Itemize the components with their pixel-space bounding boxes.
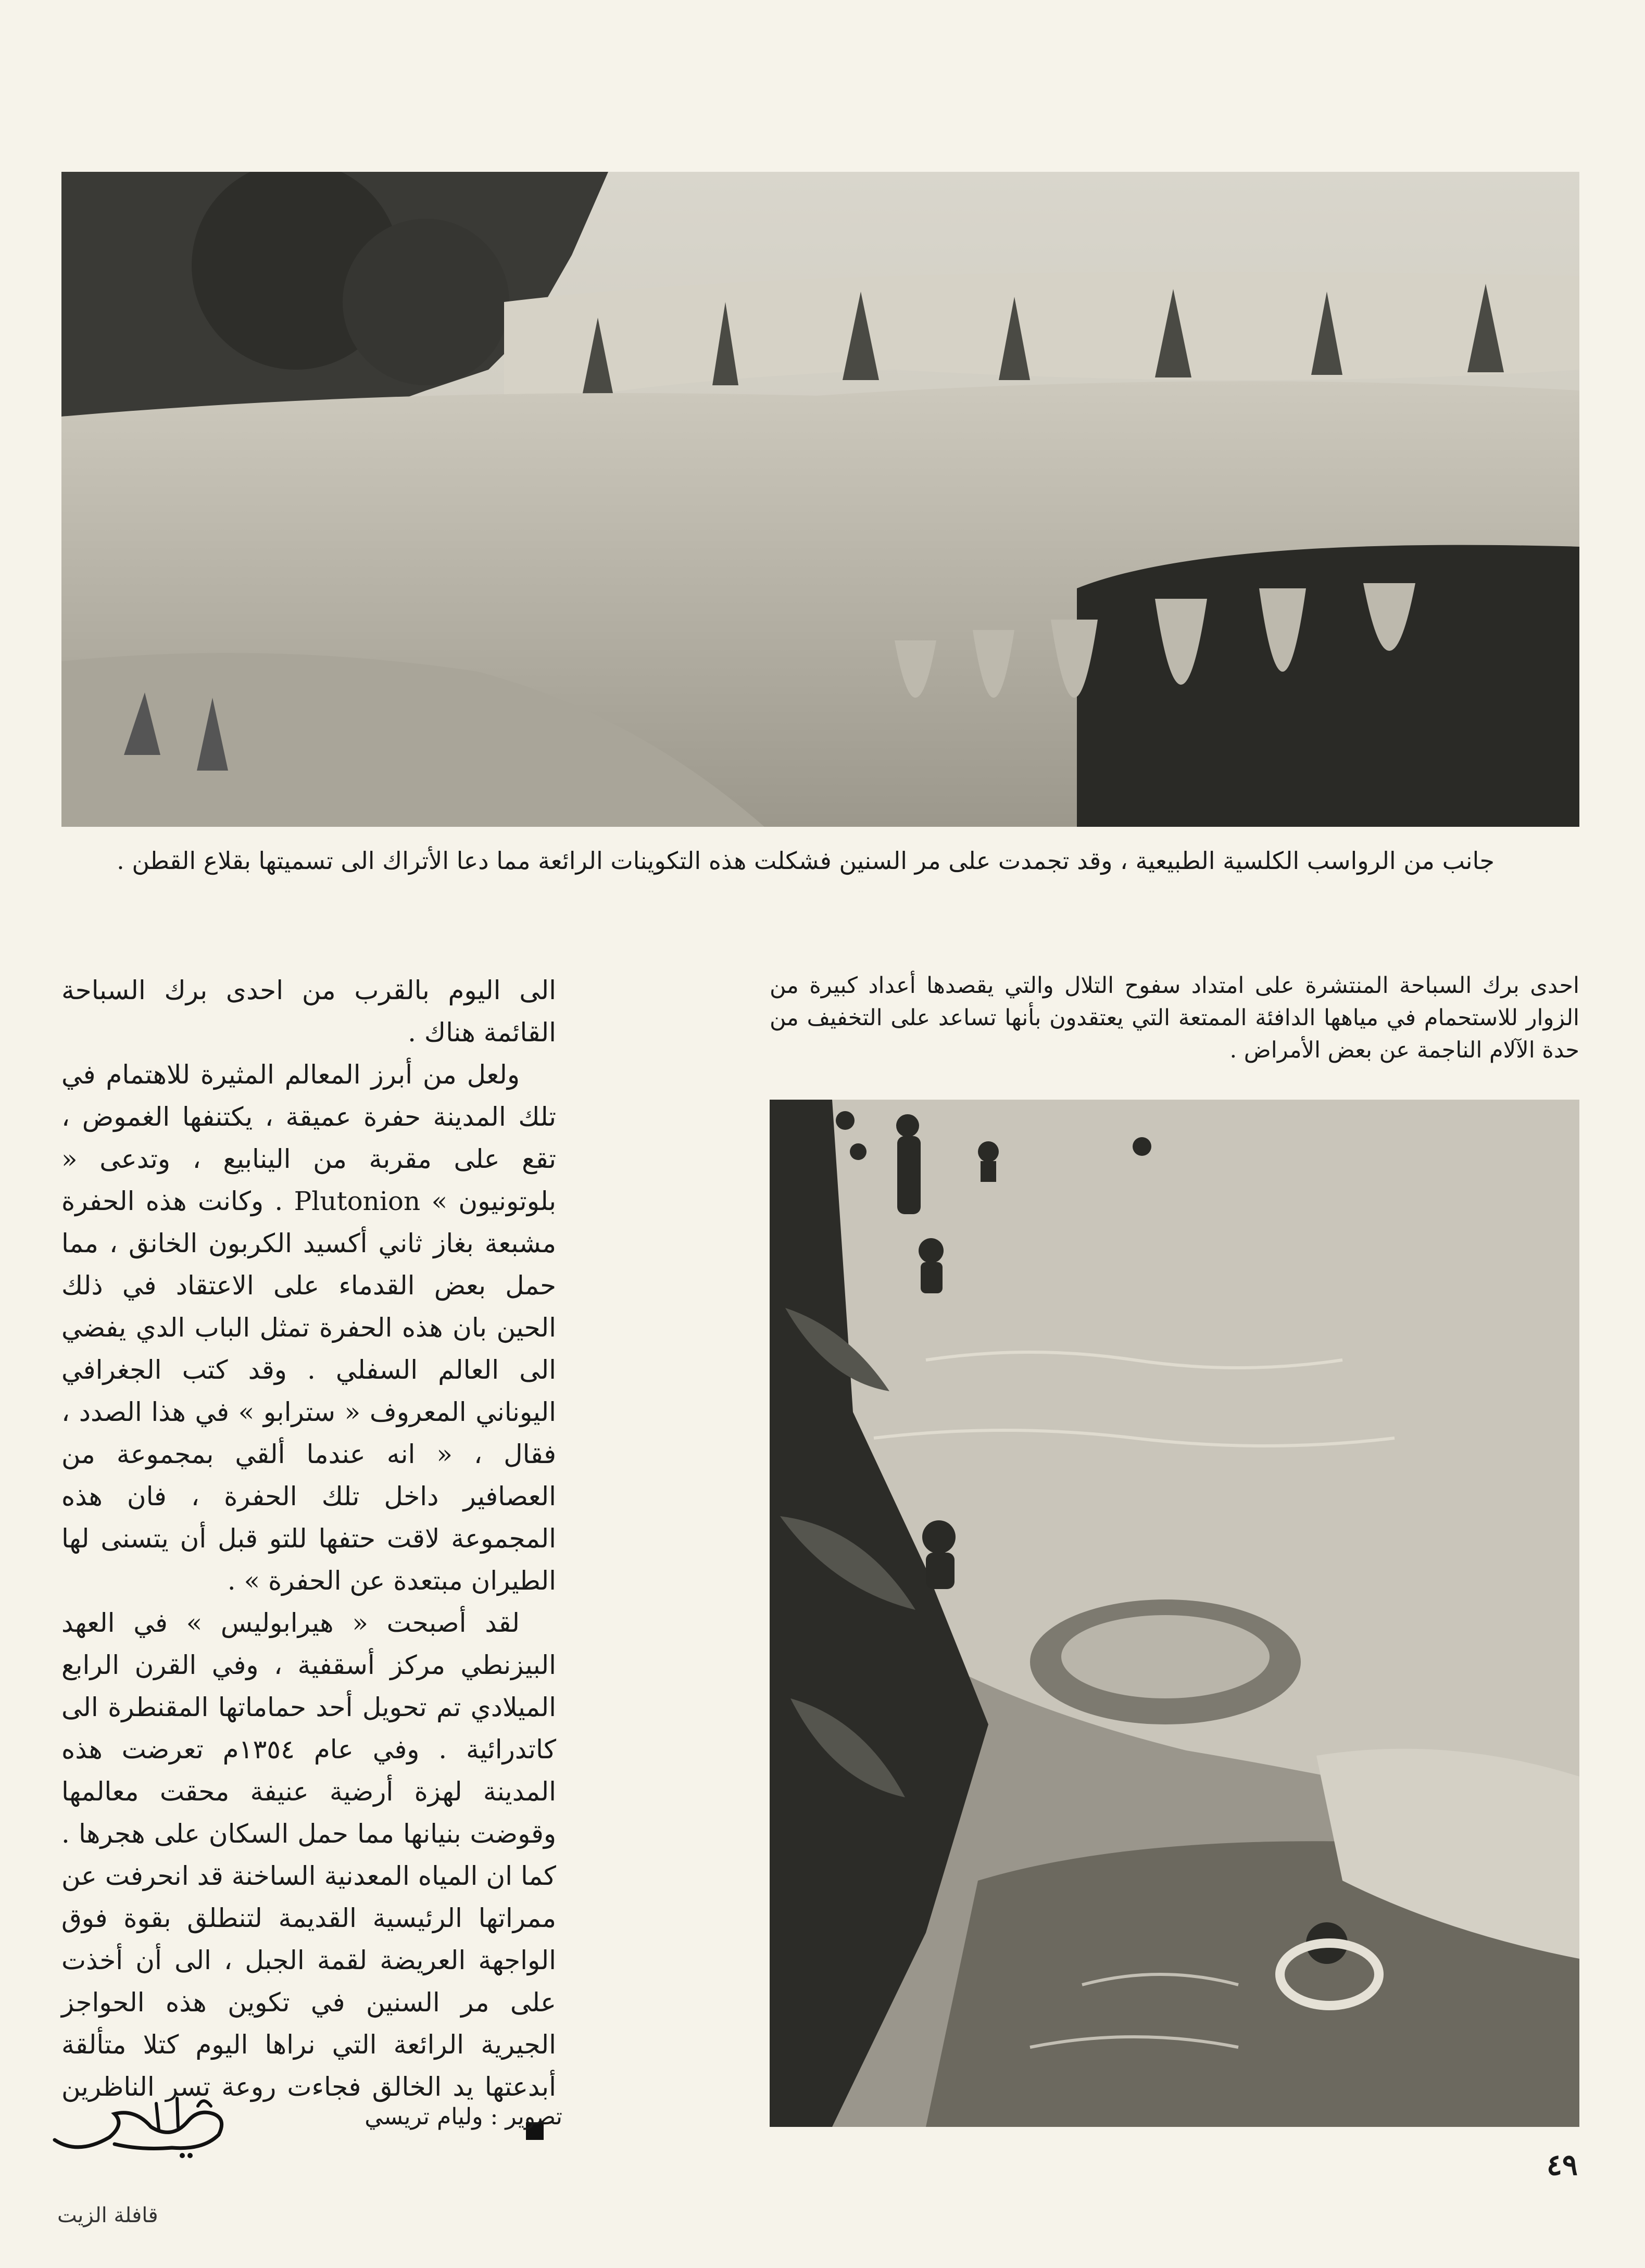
magazine-name: قافلة الزيت xyxy=(57,2203,158,2227)
article-body xyxy=(61,969,556,2150)
photo-limestone-terraces xyxy=(61,172,1579,827)
handwritten-signature-icon xyxy=(47,2077,234,2161)
pool-photo-caption: احدى برك السباحة المنتشرة على امتداد سفوح التلال والتي يقصدها أعداد كبيرة من الزوار للاستحمام في مياهها الدافئة الممتعة التي يعتقدون بأنها تساعد على التخفيف من حدة الآلام الناجمة عن بعض الأمراض . xyxy=(770,973,1579,1063)
photo-credit: تصوير : وليام تريسي xyxy=(365,2103,562,2130)
photo-thermal-pool-bathers-icon xyxy=(770,1100,1579,2127)
article-paragraph-2: ولعل من أبرز المعالم المثيرة للاهتمام في تلك المدينة حفرة عميقة ، يكتنفها الغموض ، تقع على مقربة من الينابيع ، وتدعى « بلوتونيون » Plutonion . وكانت هذه الحفرة مشبعة بغاز ثاني أكسيد الكربون الخانق ، مما حمل بعض القدماء على الاعتقاد في ذلك الحين بان هذه الحفرة تمثل الباب الدي يفضي الى العالم السفلي . وقد كتب الجغرافي اليوناني المعروف « سترابو » في هذا الصدد ، فقال ، « انه عندما ألقي بمجموعة من العصافير داخل تلك الحفرة ، فان هذه المجموعة لاقت حتفها للتو قبل أن يتسنى لها الطيران مبتعدة عن الحفرة » . xyxy=(61,1060,556,1596)
photo-thermal-pool-bathers xyxy=(770,1100,1579,2127)
photo-limestone-terraces-icon xyxy=(61,172,1579,827)
top-photo-caption: جانب من الرواسب الكلسية الطبيعية ، وقد تجمدت على مر السنين فشكلت هذه التكوينات الرائعة مما دعا الأتراك الى تسميتها بقلاع القطن . xyxy=(117,847,1495,875)
author-signature xyxy=(47,2077,234,2161)
article-paragraph-3-text: لقد أصبحت « هيرابوليس » في العهد البيزنطي مركز أسقفية ، وفي القرن الرابع الميلادي تم تحويل أحد حماماتها المقنطرة الى كاتدرائية . وفي عام ١٣٥٤م تعرضت هذه المدينة لهزة أرضية عنيفة محقت معالمها وقوضت بنيانها مما حمل السكان على هجرها . كما ان المياه المعدنية الساخنة قد انحرفت عن ممراتها الرئيسية القديمة لتنطلق بقوة فوق الواجهة العريضة لقمة الجبل ، الى أن أخذت على مر السنين في تكوين هذه الحواجز الجيرية الرائعة التي نراها اليوم كتلا متألقة أبدعتها يد الخالق فجاءت روعة تسر الناظرين xyxy=(61,1608,556,2102)
page-number: ٤٩ xyxy=(1546,2148,1578,2182)
article-paragraph-3 xyxy=(61,1602,556,2150)
article-paragraph-1: الى اليوم بالقرب من احدى برك السباحة القائمة هناك . xyxy=(61,975,556,1048)
